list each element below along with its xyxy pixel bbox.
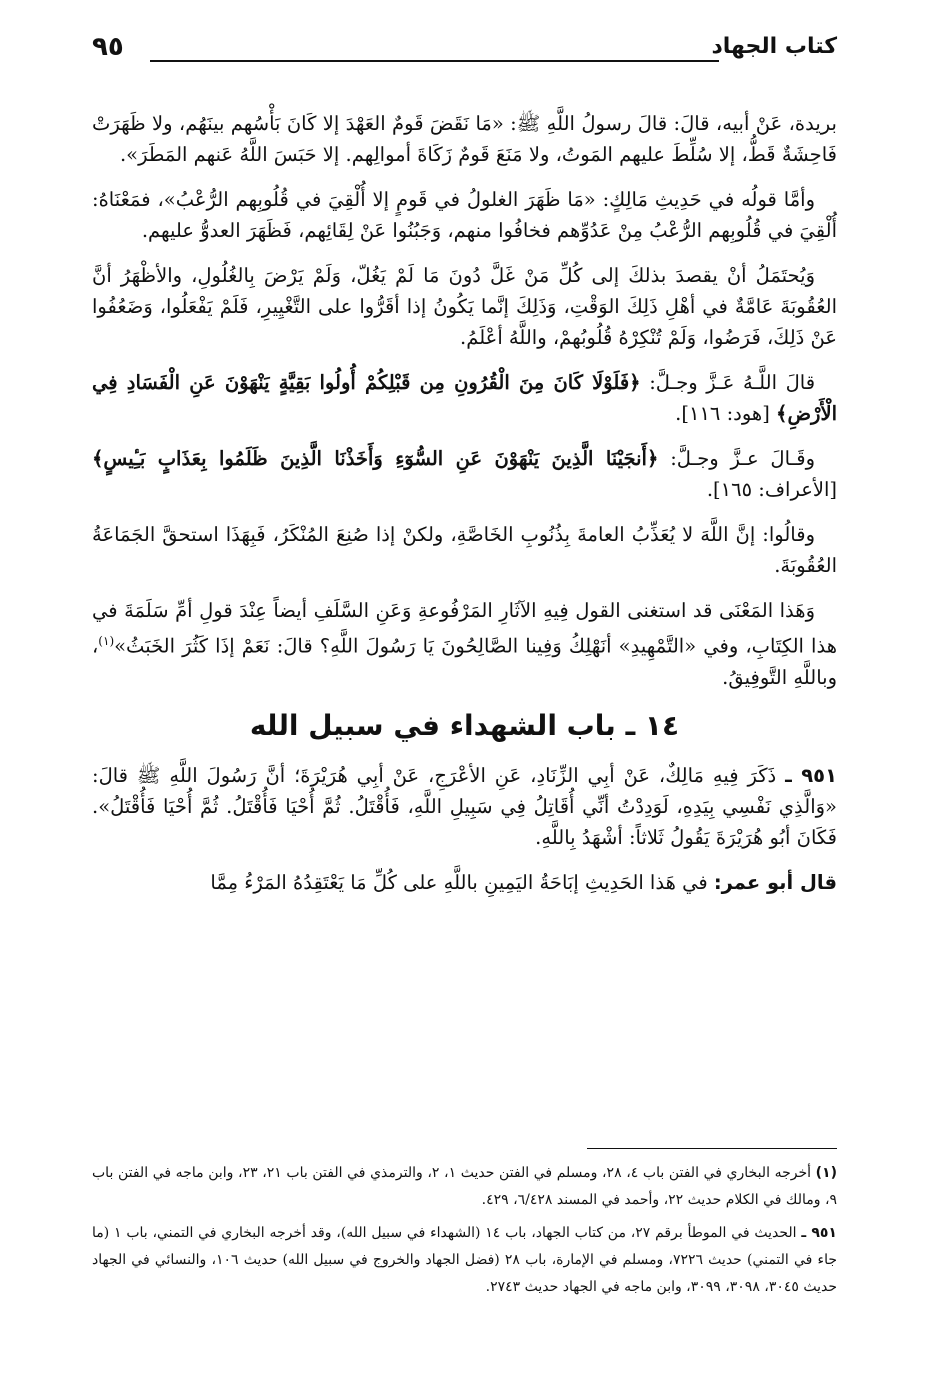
paragraph-ghulul-explanation: وأمَّا قولُه في حَدِيثِ مَالِكٍ: «مَا ظَهَرَ الغلولُ في قَومٍ إلا أُلْقِيَ في قُلُوبِهم الرُّعْبُ»، فمَعْنَاهُ: أُلْقِيَ في قُلُوبِهم الرُّعْبُ مِنْ عَدُوِّهم فخافُوا منهم، وَجَبُنُوا عَنْ لِقَائِهم، فَظَهَرَ العدوُّ عليهم. — [92, 188, 837, 242]
footnote-marker: (١) — [815, 1165, 837, 1181]
paragraph-umm-salama — [92, 595, 837, 693]
commentary-text: في هَذا الحَدِيثِ إبَاحَةُ اليَمِينِ باللَّهِ على كُلِّ مَا يَعْتَقِدُهُ المَرْءُ مِمَّا — [210, 870, 708, 894]
speaker-label: قال أبو عمر: — [713, 870, 837, 894]
quran-intro: قالَ اللَّـهُ عَـزَّ وجـلَّ: — [649, 371, 816, 394]
page-number: ٩٥ — [92, 32, 124, 62]
paragraph-buraida-hadith: بريدة، عَنْ أبيه، قالَ: قالَ رسولُ اللَّهِ ﷺ: «مَا نَقَضَ قَومٌ العَهْدَ إلا كَانَ بَأْسُهم بينَهُم، ولا ظَهَرَتْ فَاحِشَةٌ قَطُّ، إلا سُلِّطَ عليهم المَوتُ، ولا مَنَعَ قَومٌ زَكَاةَ أموالِهم. إلا حَبَسَ اللَّهُ عَنهم المَطَرَ». — [92, 112, 837, 166]
paragraph-quran-araf — [92, 443, 837, 505]
footnote-marker: ٩٥١ ـ — [801, 1225, 837, 1241]
running-title: كتاب الجهاد — [711, 34, 837, 59]
paragraph-collective-punishment: وقالُوا: إنَّ اللَّهَ لا يُعَذِّبُ العامةَ بِذُنُوبِ الخَاصَّةِ، ولكنْ إذا صُنِعَ المُنْكَرُ، فَبِهَذَا استحقَّ الجَمَاعَةُ العُقُوبَةَ. — [92, 523, 837, 577]
commentary-abu-umar — [92, 867, 837, 898]
paragraph-quran-hud — [92, 367, 837, 429]
main-text — [92, 108, 837, 912]
quran-ref-araf: [الأعراف: ١٦٥]. — [706, 478, 837, 501]
page-header — [92, 30, 837, 70]
header-rule — [150, 60, 719, 62]
footnote-951 — [92, 1220, 837, 1301]
footnote-rule — [587, 1148, 837, 1149]
paragraph-text: وَهَذا المَعْنَى قد استغنى القول فِيهِ الآثَارِ المَرْفُوعةِ وَعَنِ السَّلَفِ أيضاً عِنْدَ قولِ أمِّ سَلَمَةَ في هذا الكِتَابِ، وفي «التَّمْهِيدِ» أنَهْلِكُ وَفِينا الصَّالِحُونَ يَا رَسُولَ اللَّهِ؟ قالَ: نَعَمْ إذَا كَثُرَ الخَبَثُ» — [92, 599, 837, 658]
quran-intro: وقَـالَ عـزَّ وجـلَّ: — [670, 447, 815, 470]
footnote-text: الحديث في الموطأ برقم ٢٧، من كتاب الجهاد، باب ١٤ (الشهداء في سبيل الله)، وقد أخرجه البخاري في التمني، باب ١ (ما جاء في التمني) حديث ٧٢٢٦، ومسلم في الإمارة، باب ٢٨ (فضل الجهاد والخروج في سبيل الله) حديث ١٠٦، والنسائي في الجهاد حديث ٣٠٤٥، ٣٠٩٨، ٣٠٩٩، وابن ماجه في الجهاد حديث ٢٧٤٣. — [92, 1225, 837, 1295]
hadith-number: ٩٥١ ـ — [785, 763, 837, 787]
paragraph-punishment-general: وَيُحتَمَلُ أنْ يقصدَ بذلكَ إلى كُلِّ مَنْ غَلَّ دُونَ مَا لَمْ يَغُلّ، وَلَمْ يَرْضَ بِالغُلُولِ، والأظْهَرُ أنَّ العُقُوبَةَ عَامَّةٌ في أهْلِ ذَلِكَ الوَقْتِ، وَذَلِكَ إنَّما يَكُونُ إذا أقَرُّوا على التَّغْيِيرِ، فَلَمْ يَفْعَلُوا، وَضَعُفُوا عَنْ ذَلِكَ، فَرَضُوا، وَلَمْ تُنْكِرْهُ قُلُوبُهمْ، واللَّهُ أعْلَمُ. — [92, 264, 837, 349]
hadith-text: ذَكَرَ فِيهِ مَالِكٌ، عَنْ أبِي الزِّنَادِ، عَنِ الأعْرَجِ، عَنْ أبِي هُرَيْرَةَ؛ أنَّ رَسُولَ اللَّهِ ﷺ قالَ: «وَالَّذِي نَفْسِي بِيَدِهِ، لَوَدِدْتُ أنِّي أُقَاتِلُ فِي سَبِيلِ اللَّهِ، فَأُقْتَلُ. ثُمَّ أُحْيَا فَأُقْتَلُ. ثُمَّ أُحْيَا فَأُقْتَلُ». فَكَانَ أبُو هُرَيْرَةَ يَقُولُ ثَلاثاً: أشْهَدُ بِاللَّهِ. — [92, 763, 837, 849]
section-heading: ١٤ ـ باب الشهداء في سبيل الله — [249, 708, 680, 742]
paragraph-text-end: ، وباللَّهِ التَّوفِيقُ. — [92, 634, 837, 689]
hadith-951 — [92, 760, 837, 853]
quran-verse-araf: ﴿أَنجَيْنَا الَّذِينَ يَنْهَوْنَ عَنِ السُّوٓءِ وَأَخَذْنَا الَّذِينَ ظَلَمُوا بِعَذَابٍ بَـِٔيسٍ﴾ — [92, 447, 659, 470]
footnote-1 — [92, 1160, 837, 1214]
footnote-text: أخرجه البخاري في الفتن باب ٤، ٢٨، ومسلم في الفتن حديث ١، ٢، والترمذي في الفتن باب ٢١، ٢٣، وابن ماجه في الفتن باب ٩، ومالك في الكلام حديث ٢٢، وأحمد في المسند ٦/٤٢٨، ٤٢٩. — [92, 1165, 837, 1208]
footnote-reference[interactable]: (١) — [98, 634, 115, 648]
footnotes — [92, 1160, 837, 1307]
quran-ref-hud: [هود: ١١٦]. — [675, 402, 770, 425]
quran-verse-hud: ﴿فَلَوْلَا كَانَ مِنَ الْقُرُونِ مِن قَبْلِكُمْ أُولُوا بَقِيَّةٍ يَنْهَوْنَ عَنِ الْفَسَادِ فِي الْأَرْضِ﴾ — [92, 371, 837, 425]
